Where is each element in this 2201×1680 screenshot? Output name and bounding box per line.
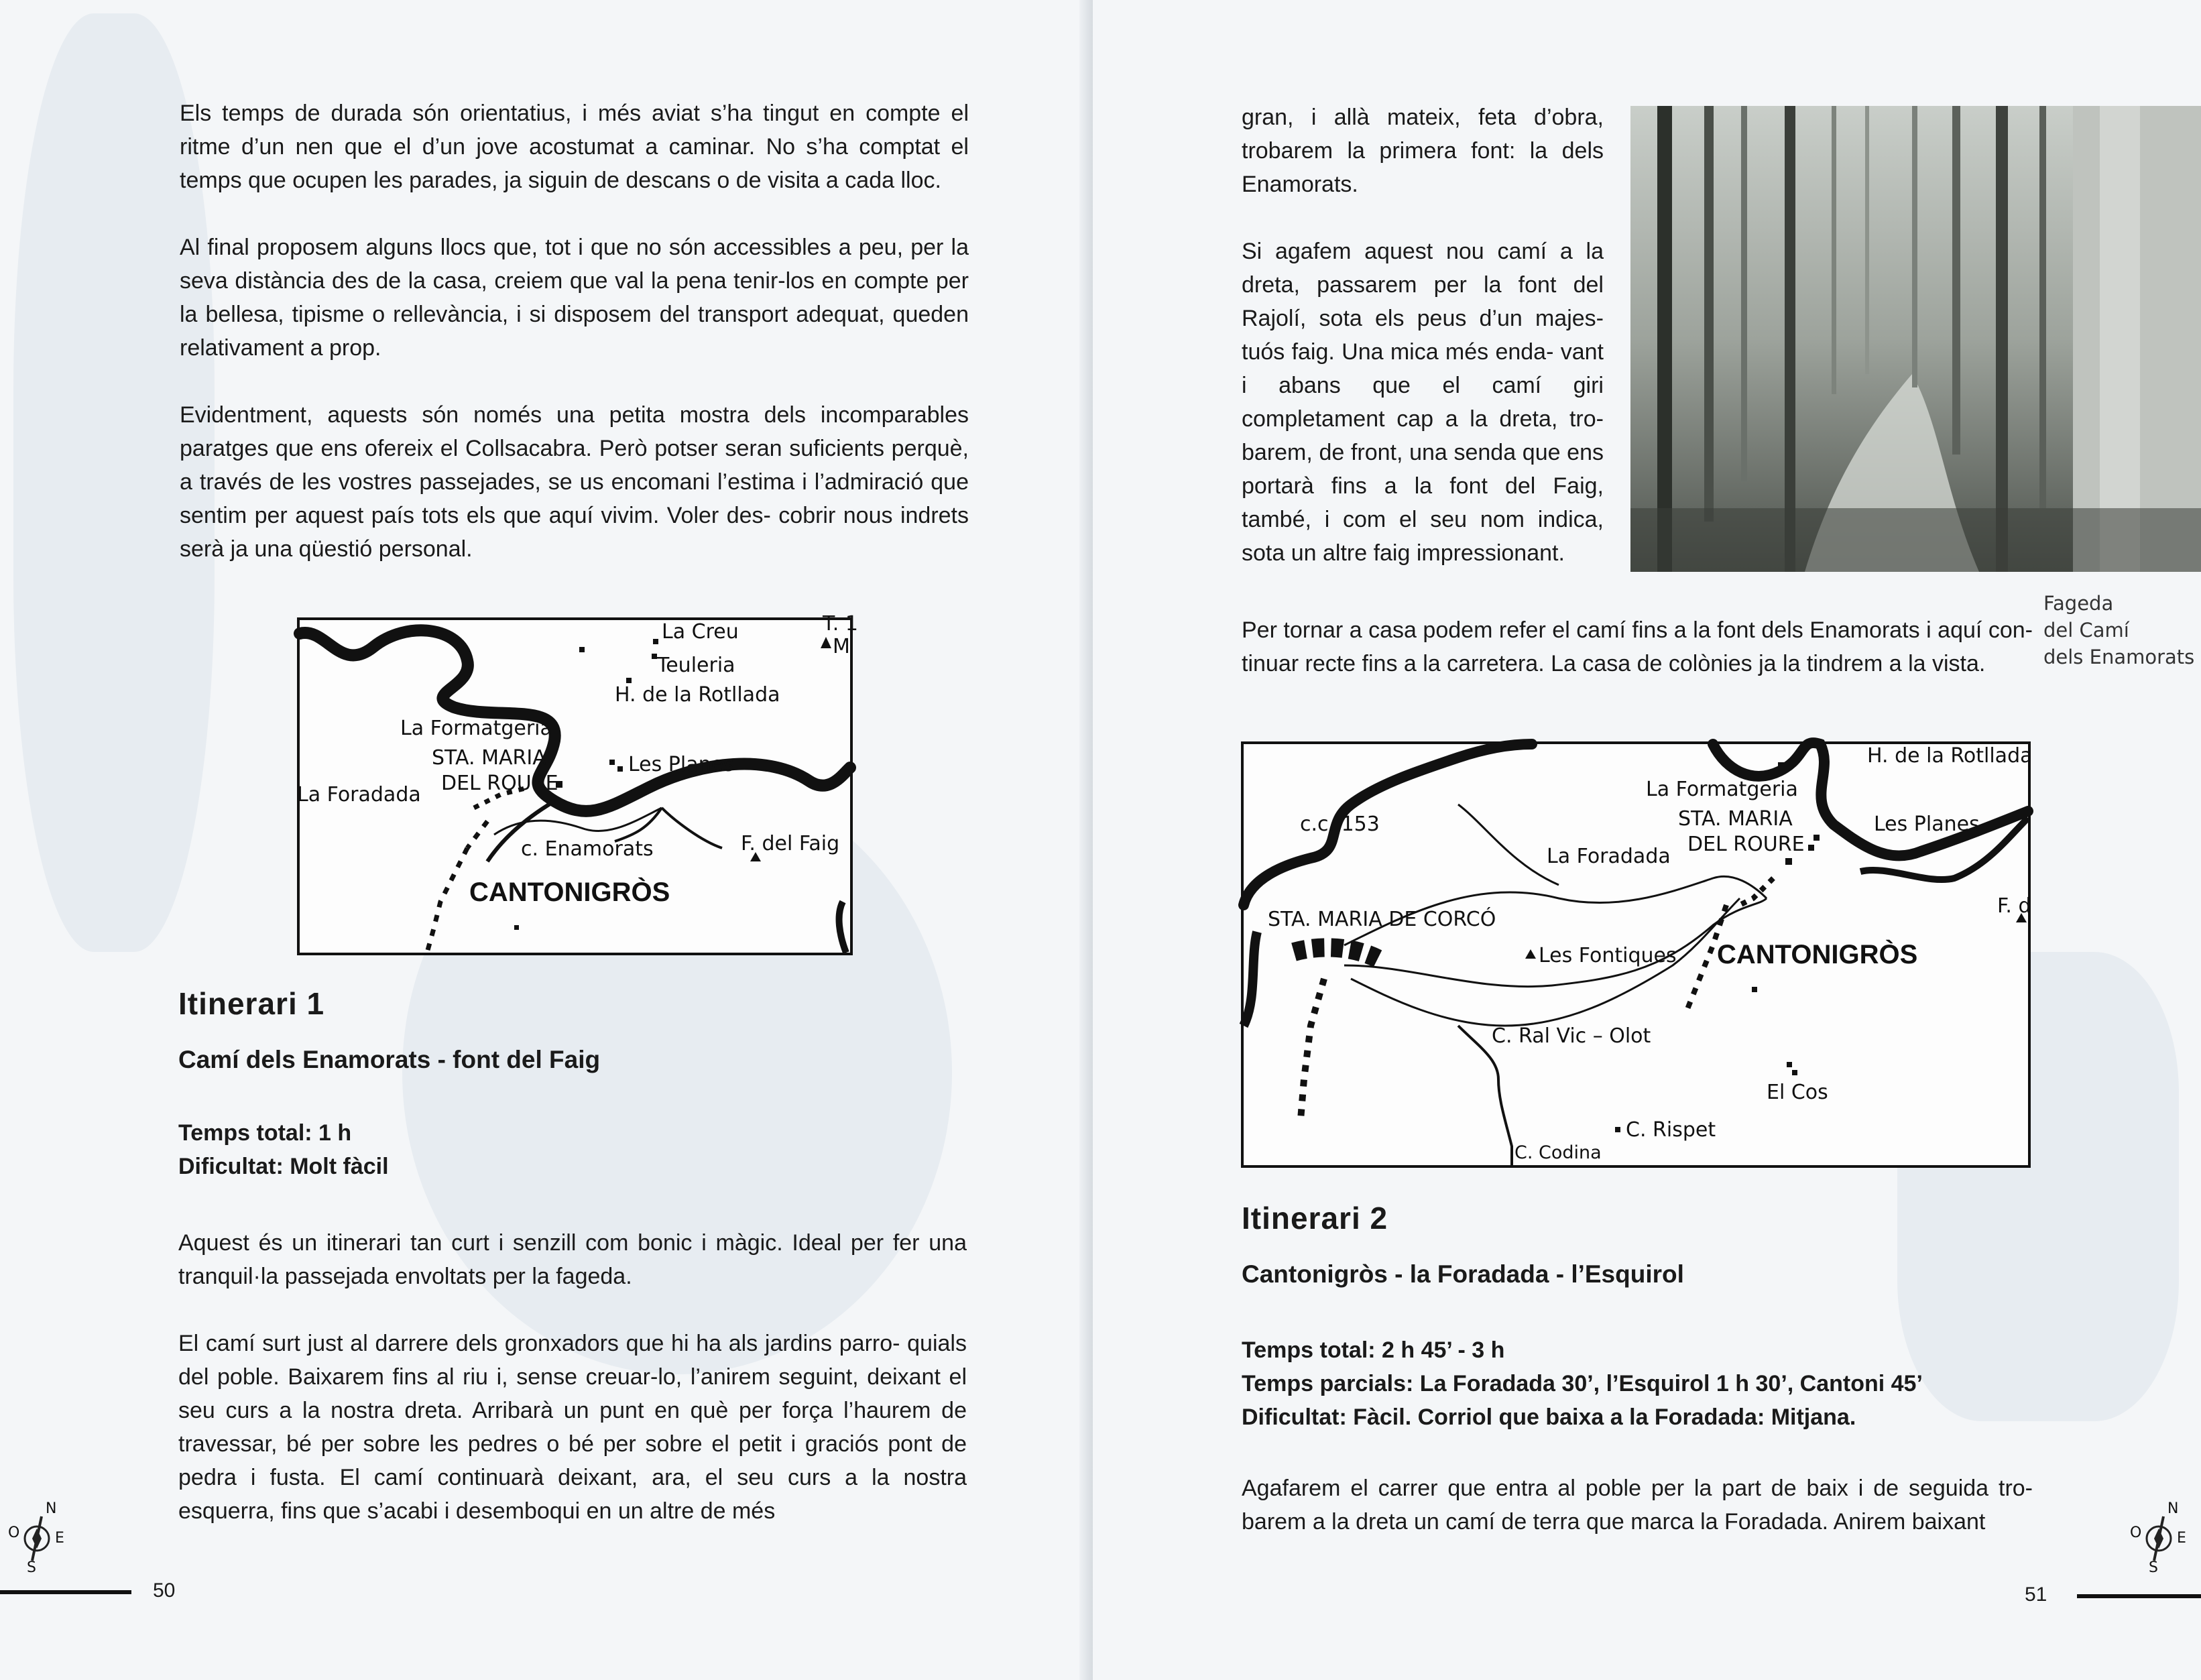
compass-n: N [46, 1500, 57, 1517]
paragraph: El camí surt just al darrere dels gronxadors que hi ha als jardins parro- quials del poble. Baixarem fins al riu i, sense creuar-lo, l’anirem seguint, deixant el seu curs a la nostra dreta. Arribarà un punt en què per força l’haurem de travessar, bé per sobre les pedres o bé per sobre el petit i graciós pont de pedra i fusta. El camí continuarà deixant, ara, el seu curs a la nostra esquerra, fins que s’acabi i desemboqui en un altre de més [178, 1331, 967, 1524]
page-rule [0, 1590, 131, 1594]
compass-o: O [2130, 1524, 2142, 1541]
itinerari-text [1242, 1472, 2033, 1539]
map-label: F. d [1997, 894, 2031, 918]
place-marker [609, 760, 615, 765]
column-text [1242, 101, 1604, 570]
temps-total: Temps total: 1 h [178, 1120, 352, 1146]
road [467, 821, 487, 848]
return-text [1242, 613, 2033, 680]
paragraph: Evidentment, aquests són només una petita mostra dels incomparables paratges que ens ofereix el Collsacabra. Però potser seran suficients perquè, a través de les vostres passejades, se us encomani l’estima i l’admiració que sentim per aquest país tots els que aquí vivim. Voler des- cobrir nous indrets serà ja una qüestió personal. [180, 402, 969, 562]
photo-caption [2043, 590, 2194, 670]
map-label: T. 1 [823, 612, 858, 636]
map-label: F. del Faig [741, 832, 840, 855]
photo-fageda [1630, 106, 2201, 572]
dificultat: Dificultat: Fàcil. Corriol que baixa a la Foradada: Mitjana. [1242, 1404, 1856, 1430]
stream [662, 808, 722, 848]
map-itinerari-1 [297, 612, 858, 955]
paragraph: Aquest és un itinerari tan curt i senzill com bonic i màgic. Ideal per fer una tranquil·la passejada envoltats per la fageda. [178, 1230, 967, 1289]
place-marker [1615, 1127, 1620, 1132]
itinerari-info [1242, 1333, 1923, 1434]
itinerari-subtitle: Cantonigròs - la Foradada - l’Esquirol [1242, 1260, 1684, 1288]
map-label: La Foradada [1547, 845, 1671, 868]
place-marker [1785, 858, 1792, 865]
map-label: H. de la Rotllada [615, 683, 780, 707]
map-label: La Foradada [297, 783, 421, 806]
intro-text [180, 97, 969, 566]
place-marker [626, 678, 632, 683]
paragraph: Si agafem aquest nou camí a la dreta, passarem per la font del Rajolí, sota els peus d’un majes- tuós faig. Una mica més enda- vant i abans que el camí giri completament cap a la dreta, tro- barem, de front, una senda que ens portarà fins a la font del Faig, també, i com el seu nom indica, sota un altre faig impressionant. [1242, 239, 1604, 566]
compass-n: N [2167, 1500, 2179, 1517]
forest-image [1630, 106, 2201, 572]
map-label: La Creu [662, 620, 739, 644]
map-label: C. Ral Vic – Olot [1492, 1024, 1651, 1048]
place-marker [617, 766, 623, 772]
paragraph: Al final proposem alguns llocs que, tot i que no són accessibles a peu, per la seva distància des de la casa, creiem que val la pena tenir-los en compte per la bellesa, tipisme o rellevància, i si disposem del transport adequat, queden relativament a prop. [180, 235, 969, 361]
map-label: STA. MARIA [1678, 807, 1793, 831]
paragraph: Per tornar a casa podem refer el camí fins a la font dels Enamorats i aquí con- tinuar recte fins a la carretera. La casa de colònies ja la tindrem a la vista. [1242, 617, 2033, 676]
river [839, 902, 846, 953]
caption-line: dels Enamorats [2043, 646, 2195, 668]
river [1244, 932, 1257, 1026]
paragraph: gran, i allà mateix, feta d’obra, trobarem la primera font: la dels Enamorats. [1242, 105, 1604, 197]
map-label: DEL ROURE [441, 772, 558, 795]
map-label: C. Codina [1514, 1142, 1602, 1163]
map-label: M [833, 635, 850, 658]
map-label: STA. MARIA DE CORCÓ [1268, 908, 1496, 931]
compass-rose-icon [7, 1502, 67, 1575]
map-label: Les Planes [628, 753, 734, 776]
place-marker [653, 639, 658, 644]
itinerari-title: Itinerari 2 [1242, 1201, 1388, 1236]
place-marker [579, 647, 585, 652]
compass-e: E [2177, 1530, 2186, 1547]
place-marker [514, 925, 519, 930]
right-page [1093, 0, 2201, 1680]
compass-s: S [2149, 1559, 2158, 1576]
paragraph: Agafarem el carrer que entra al poble per la part de baix i de seguida tro- barem a la dreta un camí de terra que marca la Foradada. Anirem baixant [1242, 1476, 2033, 1535]
peak-marker [821, 637, 831, 648]
compass-rose-icon [2129, 1502, 2189, 1575]
map-label: C. Rispet [1626, 1118, 1716, 1142]
itinerari-title: Itinerari 1 [178, 986, 325, 1021]
place-marker [1792, 1070, 1797, 1075]
compass-s: S [27, 1559, 36, 1576]
map-label: Teuleria [657, 654, 735, 677]
map-label: La Formatgeria [400, 717, 552, 740]
map-label: c. Enamorats [521, 837, 654, 861]
page-rule [2077, 1594, 2201, 1598]
town-corco [1294, 947, 1378, 959]
compass-o: O [8, 1524, 20, 1541]
map-label: Les Fontiques [1539, 944, 1677, 967]
place-marker [1813, 835, 1820, 841]
stream [615, 808, 662, 841]
place-marker [652, 654, 657, 659]
temps-total: Temps total: 2 h 45’ - 3 h [1242, 1337, 1505, 1363]
map-label: CANTONIGRÒS [1717, 940, 1918, 969]
map-label: DEL ROURE [1687, 833, 1805, 856]
itinerari-text [178, 1226, 967, 1528]
place-marker [1787, 1062, 1792, 1067]
map-itinerari-2 [1241, 741, 2031, 1168]
caption-line: Fageda [2043, 592, 2114, 615]
caption-line: del Camí [2043, 619, 2129, 642]
map-label: H. de la Rotllada [1867, 744, 2033, 768]
page-number: 50 [153, 1579, 176, 1602]
temps-parcials: Temps parcials: La Foradada 30’, l’Esquirol 1 h 30’, Cantoni 45’ [1242, 1371, 1923, 1396]
path [1458, 804, 1559, 885]
place-marker [1752, 987, 1757, 992]
font-marker [1525, 949, 1536, 959]
map-label: STA. MARIA [432, 746, 546, 770]
village-houses [1301, 979, 1324, 1120]
dificultat: Dificultat: Molt fàcil [178, 1154, 389, 1179]
compass-e: E [55, 1530, 64, 1547]
itinerari-subtitle: Camí dels Enamorats - font del Faig [178, 1046, 601, 1073]
place-marker [1808, 845, 1814, 851]
paragraph: Els temps de durada són orientatius, i més aviat s’ha tingut en compte el ritme d’un nen que el d’un jove acostumat a caminar. No s’ha comptat el temps que ocupen les parades, ja siguin de descans o de visita a cada lloc. [180, 101, 969, 193]
place-marker [1778, 762, 1785, 769]
page-number: 51 [2025, 1583, 2047, 1606]
map-label: Les Planes [1874, 813, 1980, 836]
river [1244, 744, 1532, 905]
left-page [0, 0, 1093, 1680]
map-label: La Formatgeria [1646, 778, 1798, 801]
map-label: CANTONIGRÒS [469, 878, 670, 907]
itinerari-info [178, 1116, 389, 1183]
map-label: c.c. 153 [1300, 813, 1380, 836]
map-label: El Cos [1767, 1081, 1828, 1104]
road [427, 848, 467, 953]
